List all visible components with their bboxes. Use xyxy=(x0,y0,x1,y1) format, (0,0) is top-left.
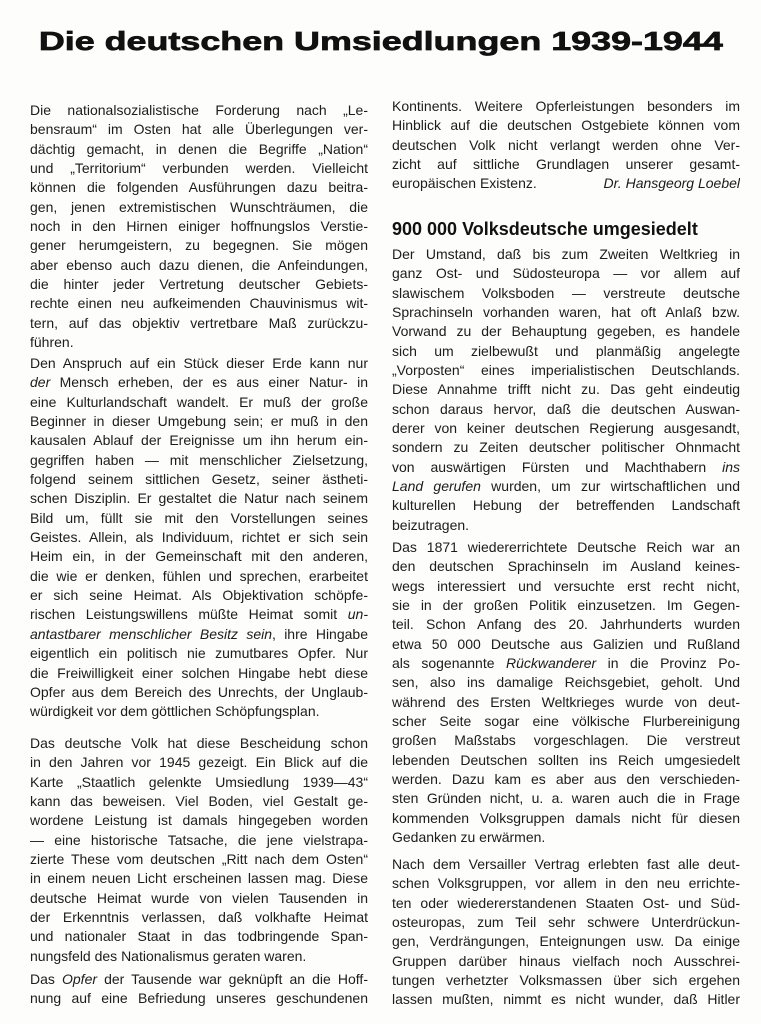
text-line xyxy=(392,438,740,457)
text-segment: rechte einen neu aufkeimenden Chauvinismus wit- xyxy=(30,295,368,312)
text-segment: noch in den Hirnen einiger hoffnungslos Verstie- xyxy=(30,218,368,235)
text-line xyxy=(30,908,368,927)
text-line xyxy=(392,596,740,615)
text-segment: in den Jahren vor 1945 gezeigt. Ein Blick auf die xyxy=(30,754,368,771)
text-segment: nung auf eine Befriedung unseres geschundenen xyxy=(30,990,368,1007)
text-segment: osteuropas, zum Teil sehr schwere Unterdrückun- xyxy=(392,914,740,931)
italic-text: Rückwanderer xyxy=(505,655,597,672)
text-line xyxy=(392,116,740,135)
text-segment: der Tausende war geknüpft an die Hoff- xyxy=(97,971,368,987)
text-line xyxy=(392,284,740,303)
text-segment: scher Seite sogar eine völkische Flurbereinigung xyxy=(392,713,740,730)
text-segment: Beginner in dieser Umgebung sein; er muß in den xyxy=(30,413,368,430)
text-line xyxy=(392,477,740,496)
text-line xyxy=(392,789,740,808)
text-line xyxy=(30,734,368,753)
text-line xyxy=(30,869,368,888)
text-line xyxy=(30,509,368,528)
text-segment: sie in der großen Politik einzusetzen. Im Gegen- xyxy=(392,597,740,614)
text-segment: rischen Leistungswillens müßte Heimat somit xyxy=(30,606,348,623)
text-segment: lebenden Deutschen sollten ins Reich umgesiedelt xyxy=(392,751,740,768)
text-line xyxy=(392,913,740,932)
text-segment: sten Gründen nicht, u. a. waren auch die in Frage xyxy=(392,790,740,807)
text-segment: ten oder wiedererstandenen Staaten Ost- und Süd- xyxy=(392,894,740,911)
text-line xyxy=(30,850,368,869)
text-line xyxy=(392,673,740,692)
text-line xyxy=(392,809,740,828)
italic-text: der xyxy=(30,374,51,391)
text-line xyxy=(30,625,368,644)
text-line xyxy=(392,174,740,193)
text-segment: deutsche Heimat wurde von vielen Tausenden in xyxy=(30,889,368,906)
text-segment: in einem neuen Licht erscheinen lassen mag. Diese xyxy=(30,870,368,887)
paragraph xyxy=(392,538,740,848)
paragraph xyxy=(392,97,740,194)
text-segment: Sprachinseln vorhanden waren, hat oft Anlaß bzw. xyxy=(392,304,740,321)
text-segment: aber ebenso auch dazu dienen, die Anfeindungen, xyxy=(30,256,368,273)
text-line xyxy=(392,458,740,477)
text-line xyxy=(30,586,368,605)
paragraph xyxy=(392,855,740,1010)
text-segment: würdigkeit vor dem göttlichen Schöpfungsplan. xyxy=(30,703,320,720)
paragraph xyxy=(30,101,368,352)
text-segment: als sogenannte xyxy=(392,655,506,672)
text-segment: und „Territorium“ verbunden werden. Vielleicht xyxy=(30,160,368,177)
text-segment: die hinter jeder Vertretung deutscher Gebiets- xyxy=(30,276,368,293)
text-line xyxy=(392,693,740,712)
text-segment: europäischen Existenz. xyxy=(392,175,537,192)
text-segment: kulturellen Hebung der betreffenden Landschaft xyxy=(392,497,740,514)
italic-text: un- xyxy=(347,606,368,623)
text-segment: wordene Leistung ist damals hingegeben worden xyxy=(30,812,368,829)
text-segment: kann das beweisen. Viel Boden, viel Gestalt ge- xyxy=(30,793,368,810)
text-segment: tern, auf das objektiv vertretbare Maß zurückzu- xyxy=(30,314,368,331)
text-segment: Diese Annahme trifft nicht zu. Das geht eindeutig xyxy=(392,381,740,398)
text-line xyxy=(392,496,740,515)
text-line xyxy=(30,314,368,333)
text-segment: während des Ersten Weltkrieges wurde von deut- xyxy=(392,693,740,710)
text-line xyxy=(392,342,740,361)
text-line xyxy=(392,361,740,380)
text-segment: sondern zu Zeiten deutscher politischer Ohnmacht xyxy=(392,439,740,456)
author-signature: Dr. Hansgeorg Loebel xyxy=(603,175,740,192)
text-line xyxy=(392,751,740,770)
text-line xyxy=(392,538,740,557)
text-segment: schon daraus hervor, daß die deutschen Auswan- xyxy=(392,400,740,417)
text-segment: Vorwand zu der Behauptung gegeben, es handele xyxy=(392,323,740,340)
text-line xyxy=(30,275,368,294)
text-line xyxy=(392,380,740,399)
text-line xyxy=(30,644,368,663)
text-segment: Gruppen darüber hinaus vielfach noch Ausschrei- xyxy=(392,952,740,969)
text-line xyxy=(392,557,740,576)
text-line xyxy=(30,547,368,566)
text-segment: dächtig gemacht, in denen die Begriffe „Nation“ xyxy=(30,140,368,157)
text-segment: schen Volksgruppen, vor allem in den neu errichte- xyxy=(392,875,740,892)
paragraph xyxy=(30,354,368,722)
text-line xyxy=(30,412,368,431)
text-segment: folgend seinem sittlichen Gesetz, seiner ästheti- xyxy=(30,471,368,488)
text-segment: zierte These vom deutschen „Ritt nach dem Osten“ xyxy=(30,851,368,868)
text-line xyxy=(392,136,740,155)
paragraph xyxy=(30,734,368,966)
text-segment: Die nationalsozialistische Forderung nach „Le- xyxy=(30,102,368,118)
text-segment: er sich seine Heimat. Als Objektivation schöpfe- xyxy=(30,587,368,604)
text-line xyxy=(30,354,368,373)
text-line xyxy=(392,770,740,789)
text-segment: sich um zielbewußt und planmäßig angelegte xyxy=(392,342,740,359)
text-line xyxy=(30,333,368,352)
text-segment: Kontinents. Weitere Opferleistungen besonders im xyxy=(392,98,740,114)
text-segment: Gedanken zu erwärmen. xyxy=(392,829,546,846)
text-line xyxy=(30,393,368,412)
text-segment: den deutschen Sprachinseln im Ausland keines- xyxy=(392,558,740,575)
text-segment: werden. Dazu kam es aber aus den verschieden- xyxy=(392,771,740,788)
text-line xyxy=(392,577,740,596)
text-line xyxy=(392,971,740,990)
section-heading: 900 000 Volksdeutsche umgesiedelt xyxy=(392,219,698,239)
left-column xyxy=(30,0,368,1024)
text-line xyxy=(392,419,740,438)
text-line xyxy=(392,400,740,419)
text-segment: deutschen Volk nicht verlangt werden ohne Ver- xyxy=(392,136,740,153)
text-segment: können die folgenden Ausführungen dazu beitra- xyxy=(30,179,368,196)
text-segment: führen. xyxy=(30,334,74,351)
text-line xyxy=(392,97,740,116)
text-segment: Das xyxy=(30,971,62,987)
text-line xyxy=(392,731,740,750)
text-line xyxy=(392,874,740,893)
text-line xyxy=(30,753,368,772)
text-line xyxy=(392,712,740,731)
text-segment: kausalen Ablauf der Ereignisse um ihn herum ein- xyxy=(30,432,368,449)
paragraph xyxy=(392,245,740,535)
text-segment: und nationaler Staat in das todbringende Span- xyxy=(30,928,368,945)
text-segment: Mensch erheben, der es aus einer Natur- in xyxy=(50,374,368,391)
text-segment: Das deutsche Volk hat diese Bescheidung schon xyxy=(30,735,368,751)
text-segment: Karte „Staatlich gelenkte Umsiedlung 1939—43“ xyxy=(30,773,368,790)
text-segment: eine Kulturlandschaft wandelt. Er muß der große xyxy=(30,393,368,410)
text-segment: — eine historische Tatsache, die jene vielstrapa- xyxy=(30,831,368,848)
text-segment: eigentlich ein politisch nie zumutbares Opfer. Nur xyxy=(30,645,368,662)
text-line xyxy=(30,567,368,586)
text-line xyxy=(30,120,368,139)
text-segment: wegs interessiert und versuchte erst recht nicht, xyxy=(392,577,740,594)
text-line xyxy=(30,811,368,830)
text-line xyxy=(392,894,740,913)
text-line xyxy=(392,952,740,971)
italic-text: antastbarer menschlicher Besitz sein xyxy=(30,625,272,642)
text-segment: slawischem Volksboden — verstreute deutsche xyxy=(392,284,740,301)
text-line xyxy=(30,294,368,313)
italic-text: ins xyxy=(722,458,740,475)
page-title: Die deutschen Umsiedlungen 1939-1944 xyxy=(38,26,723,56)
text-segment: wurden, um zur wirtschaftlichen und xyxy=(480,478,740,495)
text-segment: gen, jenen extremistischen Wunschträumen, die xyxy=(30,198,368,215)
text-line xyxy=(30,683,368,702)
text-segment: „Vorposten“ eines imperialistischen Deutschlands. xyxy=(392,362,740,379)
text-line xyxy=(392,322,740,341)
text-line xyxy=(392,516,740,535)
text-segment: Bild um, füllt sie mit den Vorstellungen seines xyxy=(30,509,368,526)
text-line xyxy=(30,947,368,966)
text-line xyxy=(392,155,740,174)
text-segment: Heim ein, in der Gemeinschaft mit den anderen, xyxy=(30,548,368,565)
text-line xyxy=(30,101,368,120)
text-line xyxy=(30,236,368,255)
text-line xyxy=(30,664,368,683)
text-line xyxy=(30,198,368,217)
text-segment: Hinblick auf die deutschen Ostgebiete können vom xyxy=(392,117,740,134)
text-segment: ganz Ost- und Südosteuropa — vor allem auf xyxy=(392,265,740,282)
text-segment: Der Umstand, daß bis zum Zweiten Weltkrieg in xyxy=(392,246,740,262)
text-line xyxy=(30,470,368,489)
text-segment: nungsfeld des Nationalismus geraten waren. xyxy=(30,947,307,964)
italic-text: Land gerufen xyxy=(392,478,481,495)
text-segment: tungen verhetzter Volksmassen über sich ergehen xyxy=(392,972,740,989)
text-line xyxy=(30,159,368,178)
text-line xyxy=(392,635,740,654)
italic-text: Opfer xyxy=(62,971,98,987)
text-line xyxy=(30,831,368,850)
text-line xyxy=(30,178,368,197)
text-line xyxy=(30,927,368,946)
text-segment: , ihre Hingabe xyxy=(272,625,368,642)
text-line xyxy=(30,528,368,547)
text-segment: Geistes. Allein, als Individuum, richtet er sich sein xyxy=(30,529,368,546)
text-line xyxy=(30,605,368,624)
text-segment: Opfer aus dem Bereich des Unrechts, der Unglaub- xyxy=(30,683,368,700)
text-segment: lassen mußten, nimmt es nicht wunder, daß Hitler xyxy=(392,991,740,1008)
text-line xyxy=(30,451,368,470)
text-segment: die Freiwilligkeit einer solchen Hingabe hebt diese xyxy=(30,664,368,681)
text-line xyxy=(30,989,368,1008)
text-line xyxy=(392,990,740,1009)
text-segment: gegriffen haben — mit menschlicher Zielsetzung, xyxy=(30,451,368,468)
text-line xyxy=(30,431,368,450)
text-line xyxy=(30,773,368,792)
text-segment: beizutragen. xyxy=(392,516,470,533)
text-segment: großen Maßstabs vorgeschlagen. Die verstreut xyxy=(392,732,740,749)
text-line xyxy=(392,245,740,264)
text-segment: sen, also ins damalige Reichsgebiet, geholt. Und xyxy=(392,674,740,691)
text-line xyxy=(392,828,740,847)
text-line xyxy=(392,654,740,673)
text-segment: etwa 50 000 Deutsche aus Galizien und Rußland xyxy=(392,635,740,652)
text-segment: Das 1871 wiedererrichtete Deutsche Reich war an xyxy=(392,539,740,555)
text-segment: gener herumgeistern, zu begegnen. Sie mögen xyxy=(30,237,368,254)
text-line xyxy=(30,140,368,159)
text-line xyxy=(392,264,740,283)
text-segment: die wie er denken, fühlen und sprechen, erarbeitet xyxy=(30,567,368,584)
text-line xyxy=(30,970,368,989)
text-line xyxy=(30,489,368,508)
text-segment: gen, Verdrängungen, Enteignungen usw. Da einige xyxy=(392,933,740,950)
text-segment: kommenden Volksgruppen damals nicht für diesen xyxy=(392,809,740,826)
paragraph xyxy=(30,970,368,1009)
text-line xyxy=(392,855,740,874)
text-segment: in die Provinz Po- xyxy=(596,655,740,672)
text-line xyxy=(30,702,368,721)
text-segment: teil. Schon Anfang des 20. Jahrhunderts wurden xyxy=(392,616,740,633)
text-segment: von auswärtigen Fürsten und Machthabern xyxy=(392,458,723,475)
text-segment: Den Anspruch auf ein Stück dieser Erde kann nur xyxy=(30,355,368,371)
text-line xyxy=(392,932,740,951)
text-segment: Nach dem Versailler Vertrag erlebten fast alle deut- xyxy=(392,856,740,872)
text-line xyxy=(30,889,368,908)
text-line xyxy=(30,217,368,236)
right-column xyxy=(392,0,740,1024)
text-line xyxy=(30,373,368,392)
text-segment: schen Disziplin. Er gestaltet die Natur nach seinem xyxy=(30,490,368,507)
text-segment: bensraum“ im Osten hat alle Überlegungen ver- xyxy=(30,121,368,138)
text-segment: derer von keiner deutschen Regierung ausgesandt, xyxy=(392,420,740,437)
text-line xyxy=(392,615,740,634)
text-line xyxy=(30,792,368,811)
text-segment: zicht auf sittliche Grundlagen unserer gesamt- xyxy=(392,156,740,173)
text-line xyxy=(392,303,740,322)
text-segment: der Erkenntnis verlassen, daß volkhafte Heimat xyxy=(30,909,368,926)
text-line xyxy=(30,256,368,275)
